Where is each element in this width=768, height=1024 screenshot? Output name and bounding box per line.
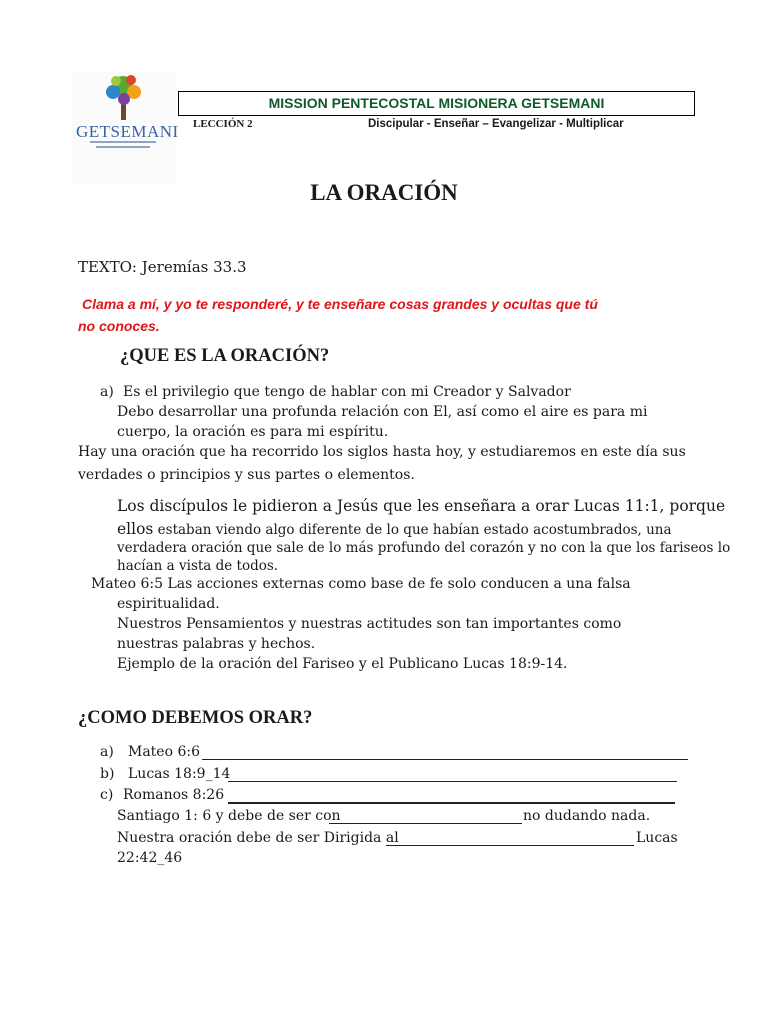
paragraph-line: espiritualidad. — [117, 596, 220, 612]
tree-icon — [72, 72, 176, 122]
list-marker: b) — [100, 766, 115, 782]
list-item: Lucas 18:9_14 — [128, 766, 231, 782]
paragraph-line: verdades o principios y sus partes o elementos. — [78, 467, 415, 483]
getsemani-logo — [72, 72, 179, 184]
answer-blank[interactable] — [228, 767, 677, 786]
paragraph-line: Santiago 1: 6 y debe de ser con — [117, 808, 341, 824]
logo-tagline-line — [90, 141, 156, 143]
page-title: LA ORACIÓN — [310, 180, 458, 205]
paragraph-line: Los discípulos le pidieron a Jesús que les enseñara a orar Lucas 11:1, porque — [117, 497, 726, 515]
paragraph-line: Mateo 6:5 Las acciones externas como base de fe solo conducen a una falsa — [91, 576, 631, 592]
paragraph-line: 22:42_46 — [117, 850, 183, 866]
section-heading-como-orar: ¿COMO DEBEMOS ORAR? — [78, 708, 313, 728]
paragraph-line: hacían a vista de todos. — [117, 558, 279, 574]
answer-blank[interactable] — [386, 831, 634, 850]
paragraph-text: ellos — [117, 520, 154, 538]
lesson-label: LECCIÓN 2 — [193, 118, 253, 130]
list-item: Es el privilegio que tengo de hablar con mi Creador y Salvador — [123, 384, 571, 400]
answer-blank[interactable] — [202, 745, 688, 764]
answer-blank[interactable] — [228, 789, 675, 808]
logo-text: GETSEMANI — [76, 122, 179, 141]
verse-line-1: Clama a mí, y yo te responderé, y te enseñare cosas grandes y ocultas que tú — [82, 296, 598, 312]
list-marker: c) — [100, 787, 114, 803]
paragraph-line: Ejemplo de la oración del Fariseo y el Publicano Lucas 18:9-14. — [117, 656, 568, 672]
paragraph-line: no dudando nada. — [523, 808, 651, 824]
list-item: Mateo 6:6 — [128, 744, 201, 760]
org-title: MISSION PENTECOSTAL MISIONERA GETSEMANI — [268, 95, 605, 111]
logo-tagline-line — [96, 146, 150, 148]
paragraph-line: Hay una oración que ha recorrido los siglos hasta hoy, y estudiaremos en este día sus — [78, 444, 686, 460]
paragraph-line: verdadera oración que sale de lo más profundo del corazón y no con la que los fariseos lo — [117, 540, 731, 556]
list-item: Romanos 8:26 — [123, 787, 225, 803]
answer-blank[interactable] — [329, 809, 522, 828]
paragraph-line: Debo desarrollar una profunda relación con El, así como el aire es para mi — [117, 404, 648, 420]
motto: Discipular - Enseñar – Evangelizar - Multiplicar — [368, 118, 624, 130]
paragraph-line: Lucas — [636, 830, 678, 846]
texto-reference: TEXTO: Jeremías 33.3 — [78, 258, 247, 276]
paragraph-line — [117, 519, 672, 538]
verse-line-2: no conoces. — [78, 318, 160, 334]
paragraph-line: cuerpo, la oración es para mi espíritu. — [117, 424, 389, 440]
paragraph-line: nuestras palabras y hechos. — [117, 636, 316, 652]
paragraph-line: Nuestra oración debe de ser Dirigida al — [117, 830, 399, 846]
paragraph-line: Nuestros Pensamientos y nuestras actitudes son tan importantes como — [117, 616, 622, 632]
section-heading-que-es: ¿QUE ES LA ORACIÓN? — [120, 346, 330, 366]
list-marker: a) — [100, 744, 114, 760]
paragraph-text: estaban viendo algo diferente de lo que habían estado acostumbrados, una — [153, 522, 672, 538]
list-marker: a) — [100, 384, 114, 400]
